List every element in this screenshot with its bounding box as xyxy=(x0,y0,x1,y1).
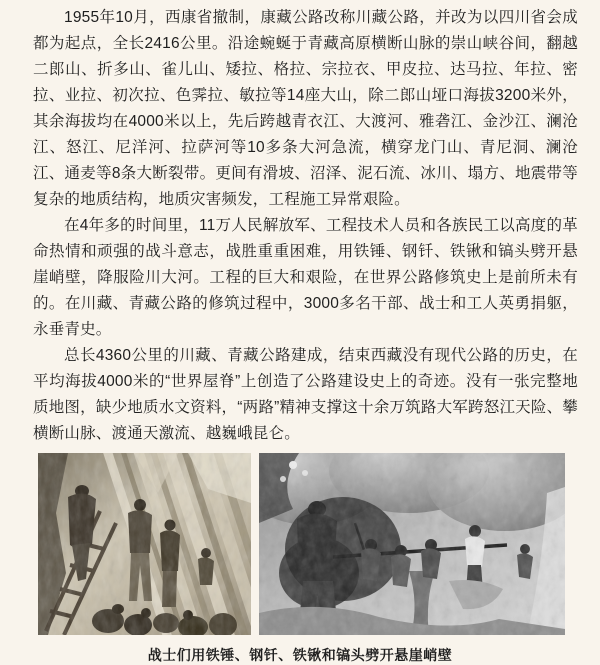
photo-cliff-ladders xyxy=(38,453,251,635)
photo-cliff-workers-image xyxy=(259,453,565,635)
paragraph-achievement: 总长4360公里的川藏、青藏公路建成，结束西藏没有现代公路的历史，在平均海拔4000米的“世界屋脊”上创造了公路建设史上的奇迹。没有一张完整地质地图，缺少地质水文资料，“两路”精神支撑这十余万筑路大军跨怒江天险、攀横断山脉、渡通天激流、越巍峨昆仑。 xyxy=(33,347,578,442)
paragraph-construction: 在4年多的时间里，11万人民解放军、工程技术人员和各族民工以高度的革命热情和顽强的战斗意志，战胜重重困难，用铁锤、钢钎、铁锹和镐头劈开悬崖峭壁，降服险川大河。工程的巨大和艰险，在世界公路修筑史上是前所未有的。在川藏、青藏公路的修筑过程中，3000多名干部、战士和工人英勇捐躯，永垂青史。 xyxy=(33,217,578,338)
photo-caption: 战士们用铁锤、钢钎、铁锹和镐头劈开悬崖峭壁 xyxy=(147,647,453,663)
photo-cliff-ladders-image xyxy=(38,453,251,635)
paragraph-history: 1955年10月，西康省撤制，康藏公路改称川藏公路，并改为以四川省会成都为起点，全长2416公里。沿途蜿蜒于青藏高原横断山脉的崇山峡谷间，翻越二郎山、折多山、雀儿山、矮拉、格拉、宗拉衣、甲皮拉、达马拉、年拉、密拉、业拉、初次拉、色霁拉、敏拉等14座大山，除二郎山垭口海拔3200米外，其余海拔均在4000米以上，先后跨越青衣江、大渡河、雅砻江、金沙江、澜沧江、怒江、尼洋河、拉萨河等10多条大河急流，横穿龙门山、青尼洞、澜沧江、通麦等8条大断裂带。更间有滑坡、沼泽、泥石流、冰川、塌方、地震带等复杂的地质结构，地质灾害频发，工程施工异常艰险。 xyxy=(33,9,578,208)
photo-row xyxy=(38,453,600,635)
photo-cliff-workers xyxy=(259,453,565,635)
